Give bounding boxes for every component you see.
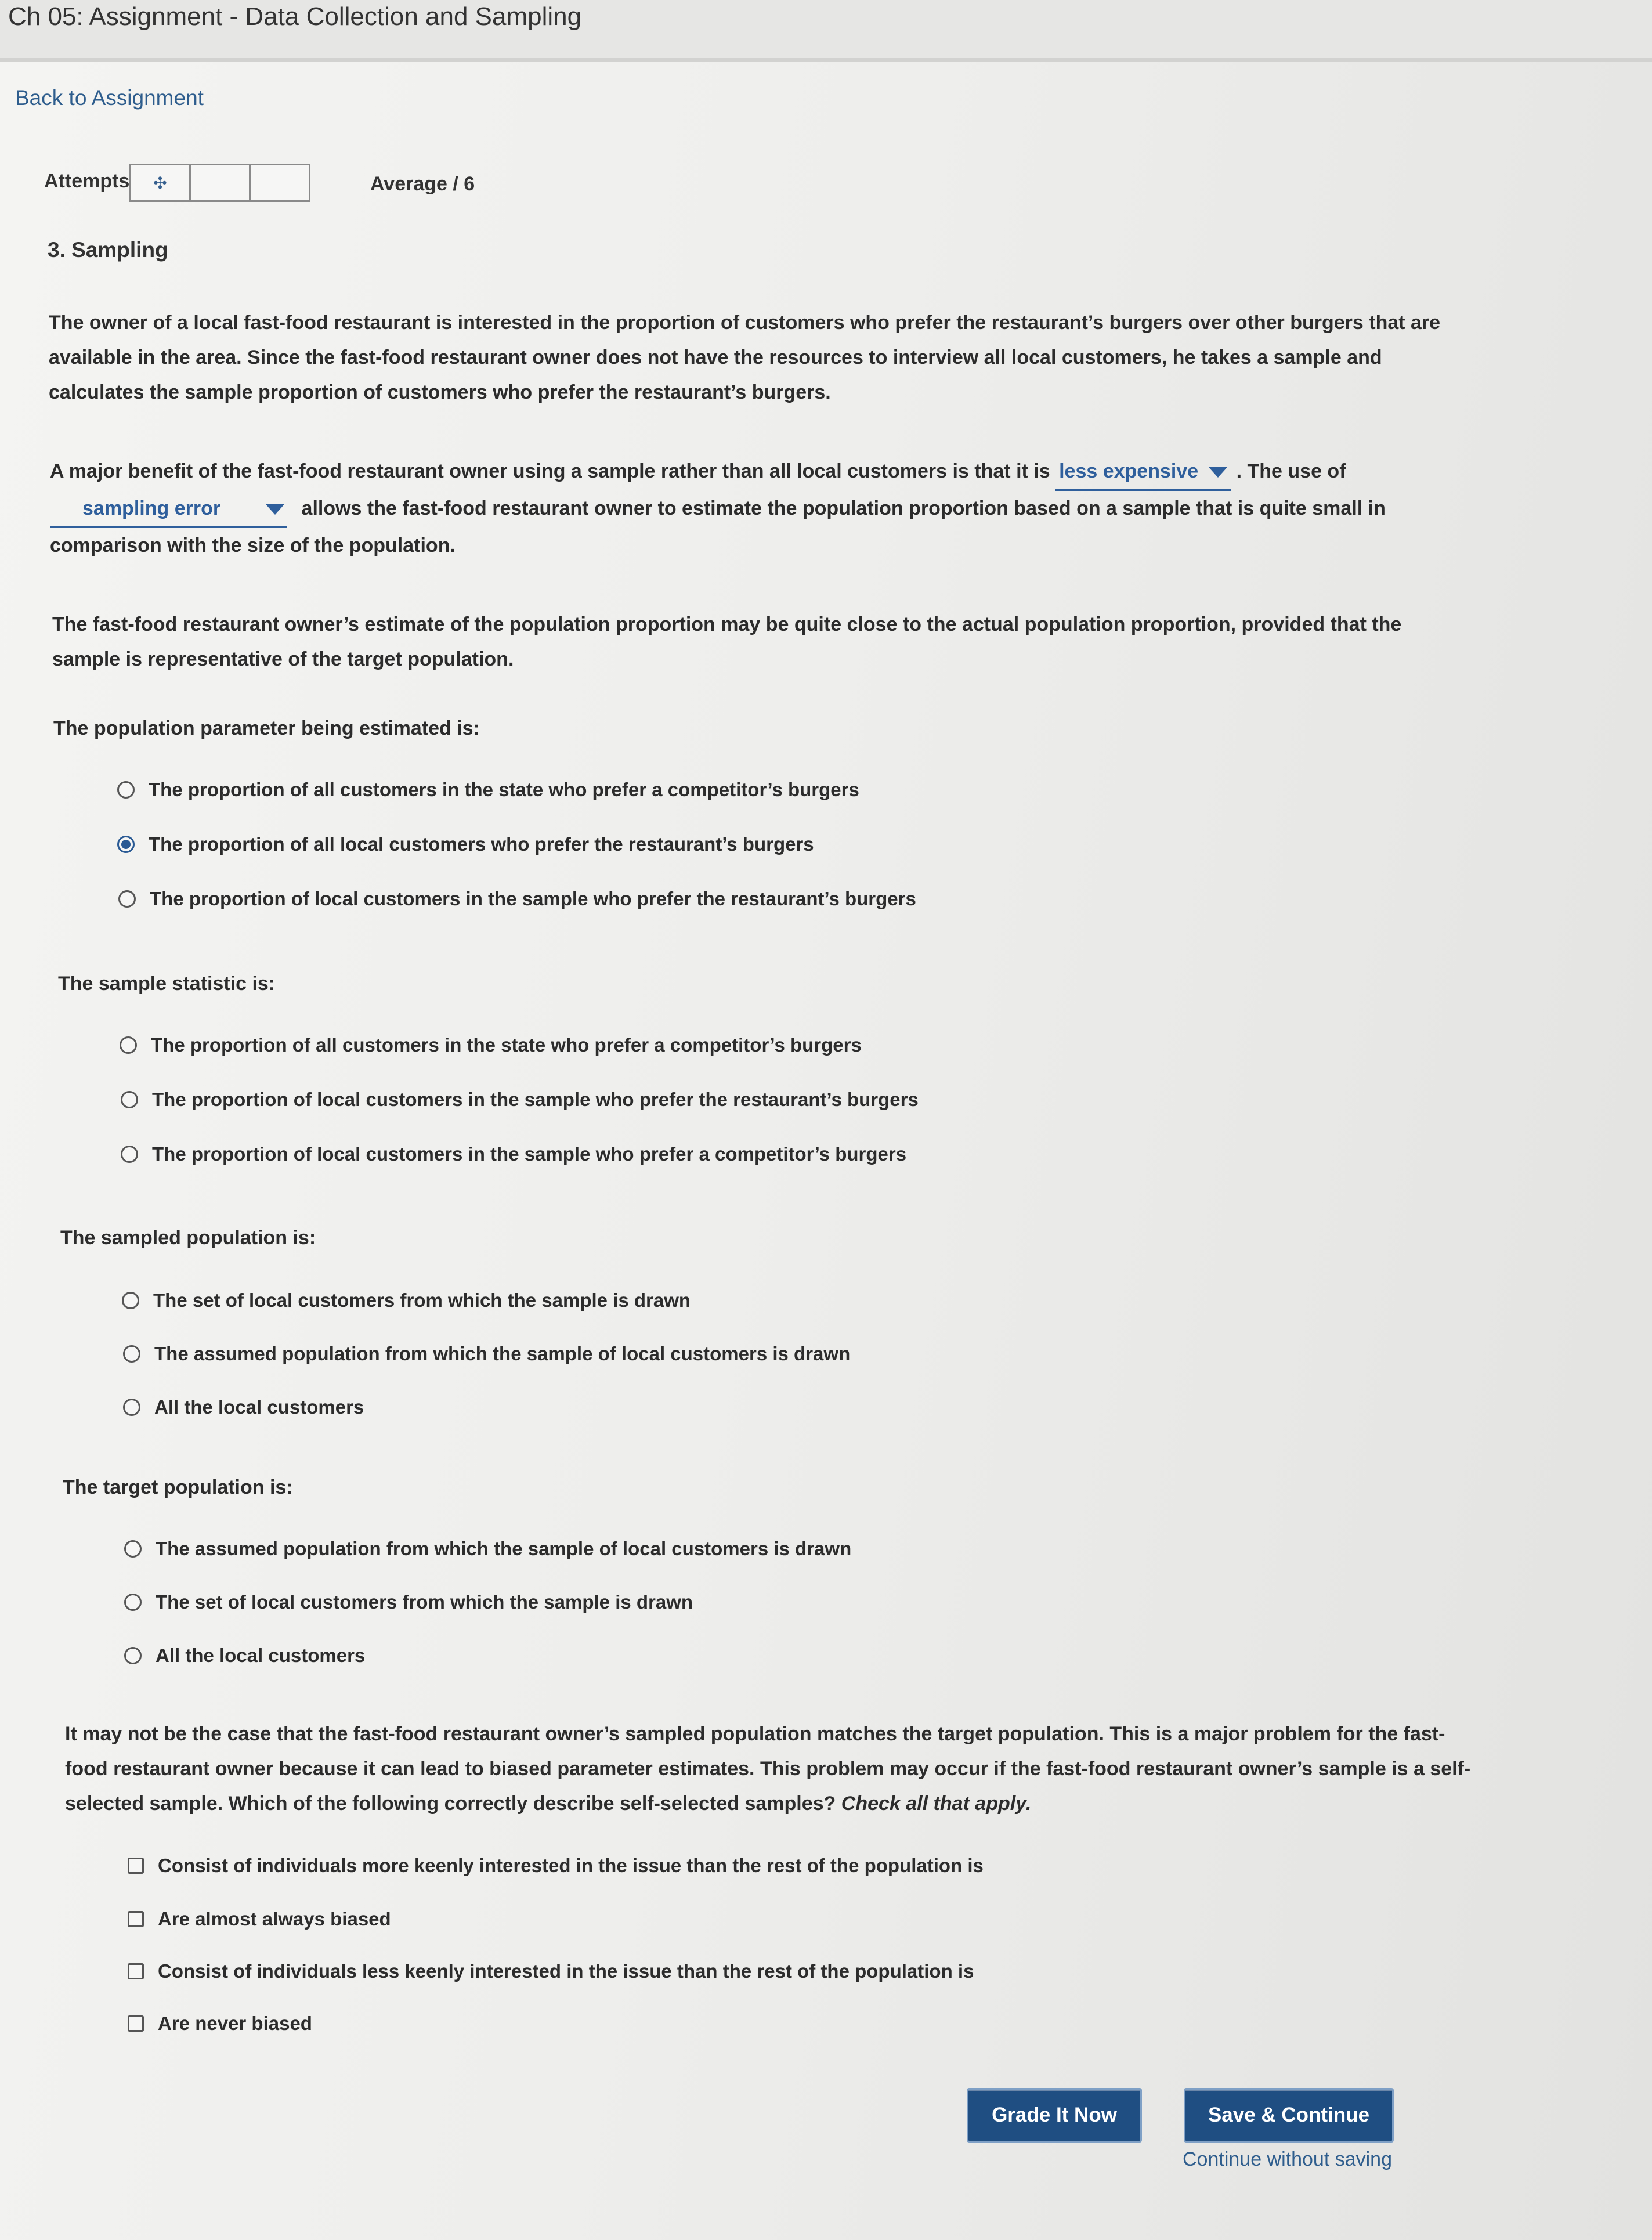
option-label: Are almost always biased (158, 1908, 391, 1930)
option-label: The proportion of local customers in the sample who prefer the restaurant’s burgers (152, 1089, 919, 1110)
method-dropdown-value: sampling error (82, 497, 221, 519)
self-selected-line: selected sample. Which of the following correctly describe self-selected samples? (65, 1793, 836, 1815)
option-label: All the local customers (156, 1645, 366, 1666)
radio-button[interactable] (124, 1594, 142, 1611)
target-population-option[interactable] (124, 1538, 851, 1560)
check-all-instruction: Check all that apply. (841, 1793, 1032, 1815)
parameter-option[interactable] (118, 888, 916, 910)
star-icon: ✣ (153, 174, 167, 192)
radio-button-selected[interactable] (117, 836, 135, 853)
option-label: The assumed population from which the sample of local customers is drawn (154, 1343, 851, 1364)
statistic-option[interactable] (121, 1089, 919, 1111)
sampled-population-question: The sampled population is: (60, 1227, 316, 1249)
attempt-box-2 (189, 164, 251, 202)
attempt-boxes (131, 164, 310, 202)
app-title: Ch 05: Assignment - Data Collection and Sampling (8, 2, 582, 31)
benefit-text: . The use of (1236, 460, 1346, 482)
attempt-box-1 (129, 164, 191, 202)
benefit-dropdown-value: less expensive (1059, 460, 1199, 482)
option-label: The proportion of local customers in the sample who prefer the restaurant’s burgers (150, 888, 916, 909)
option-label: Are never biased (158, 2013, 312, 2034)
option-label: The proportion of all customers in the state who prefer a competitor’s burgers (149, 779, 859, 800)
radio-button[interactable] (120, 1036, 137, 1054)
checkbox[interactable] (128, 1963, 144, 1979)
radio-button[interactable] (122, 1292, 139, 1309)
option-label: Consist of individuals less keenly interested in the issue than the rest of the population is (158, 1960, 974, 1982)
statistic-option[interactable] (121, 1143, 906, 1165)
option-label: The set of local customers from which the sample is drawn (153, 1289, 691, 1311)
benefit-paragraph (50, 454, 1617, 563)
question-title: 3. Sampling (48, 238, 168, 262)
intro-line: The owner of a local fast-food restaurant is interested in the proportion of customers who prefer the restaurant’s burgers over other burgers that are (49, 312, 1441, 334)
benefit-text: A major benefit of the fast-food restaurant owner using a sample rather than all local customers is that it is (50, 460, 1050, 482)
estimate-paragraph (52, 607, 1619, 677)
option-label: The assumed population from which the sample of local customers is drawn (156, 1538, 852, 1559)
checkbox[interactable] (128, 1858, 144, 1874)
checkbox[interactable] (128, 2015, 144, 2032)
estimate-line: The fast-food restaurant owner’s estimate of the population proportion may be quite close to the actual population proportion, provided that the (52, 613, 1402, 635)
option-label: The set of local customers from which the sample is drawn (156, 1591, 693, 1613)
sampled-population-option[interactable] (123, 1343, 850, 1365)
target-population-option[interactable] (124, 1591, 693, 1613)
chevron-down-icon (1209, 467, 1227, 478)
radio-button[interactable] (123, 1399, 140, 1416)
parameter-option[interactable] (117, 779, 859, 801)
intro-line: calculates the sample proportion of customers who prefer the restaurant’s burgers. (49, 381, 831, 403)
estimate-line: sample is representative of the target population. (52, 648, 514, 670)
option-label: The proportion of all customers in the state who prefer a competitor’s burgers (151, 1034, 862, 1056)
target-population-option[interactable] (124, 1645, 365, 1667)
self-selected-option[interactable] (128, 1855, 984, 1877)
average-score: Average / 6 (370, 173, 475, 195)
checkbox[interactable] (128, 1911, 144, 1927)
statistic-option[interactable] (120, 1034, 862, 1056)
self-selected-paragraph (65, 1717, 1632, 1821)
chevron-down-icon (266, 504, 284, 515)
save-and-continue-button[interactable]: Save & Continue (1184, 2088, 1394, 2143)
grade-it-now-button[interactable]: Grade It Now (967, 2088, 1142, 2143)
radio-button[interactable] (123, 1345, 140, 1363)
option-label: All the local customers (154, 1396, 364, 1418)
option-label: The proportion of all local customers who prefer the restaurant’s burgers (149, 833, 814, 855)
self-selected-line: It may not be the case that the fast-food restaurant owner’s sampled population matches the target population. This is a major problem for the fast- (65, 1723, 1445, 1745)
attempt-box-3 (249, 164, 310, 202)
radio-button[interactable] (117, 781, 135, 799)
attempts-label: Attempts (44, 170, 130, 192)
back-to-assignment-link[interactable]: Back to Assignment (15, 86, 204, 110)
intro-line: available in the area. Since the fast-food restaurant owner does not have the resources to interview all local customers, he takes a sample and (49, 346, 1382, 368)
radio-button[interactable] (121, 1091, 138, 1108)
self-selected-option[interactable] (128, 1908, 391, 1930)
self-selected-option[interactable] (128, 1960, 974, 1982)
parameter-option[interactable] (117, 833, 814, 855)
radio-button[interactable] (121, 1146, 138, 1163)
target-population-question: The target population is: (63, 1476, 293, 1498)
benefit-text: allows the fast-food restaurant owner to estimate the population proportion based on a sample that is quite small in (301, 497, 1386, 519)
radio-button[interactable] (124, 1647, 142, 1664)
option-label: Consist of individuals more keenly interested in the issue than the rest of the population is (158, 1855, 984, 1876)
parameter-question: The population parameter being estimated is: (53, 717, 480, 739)
benefit-dropdown[interactable] (1055, 454, 1231, 491)
benefit-text: comparison with the size of the population. (50, 534, 456, 557)
radio-button[interactable] (118, 890, 136, 908)
continue-without-saving-link[interactable]: Continue without saving (1183, 2148, 1393, 2170)
statistic-question: The sample statistic is: (58, 973, 276, 995)
title-bar (0, 0, 1652, 62)
radio-button[interactable] (124, 1540, 142, 1558)
intro-paragraph (49, 305, 1615, 410)
self-selected-option[interactable] (128, 2013, 312, 2035)
sampled-population-option[interactable] (122, 1289, 691, 1312)
self-selected-line: food restaurant owner because it can lead to biased parameter estimates. This problem may occur if the fast-food restaurant owner’s sample is a self- (65, 1758, 1471, 1780)
method-dropdown[interactable] (50, 491, 287, 528)
option-label: The proportion of local customers in the sample who prefer a competitor’s burgers (152, 1143, 907, 1165)
sampled-population-option[interactable] (123, 1396, 364, 1418)
